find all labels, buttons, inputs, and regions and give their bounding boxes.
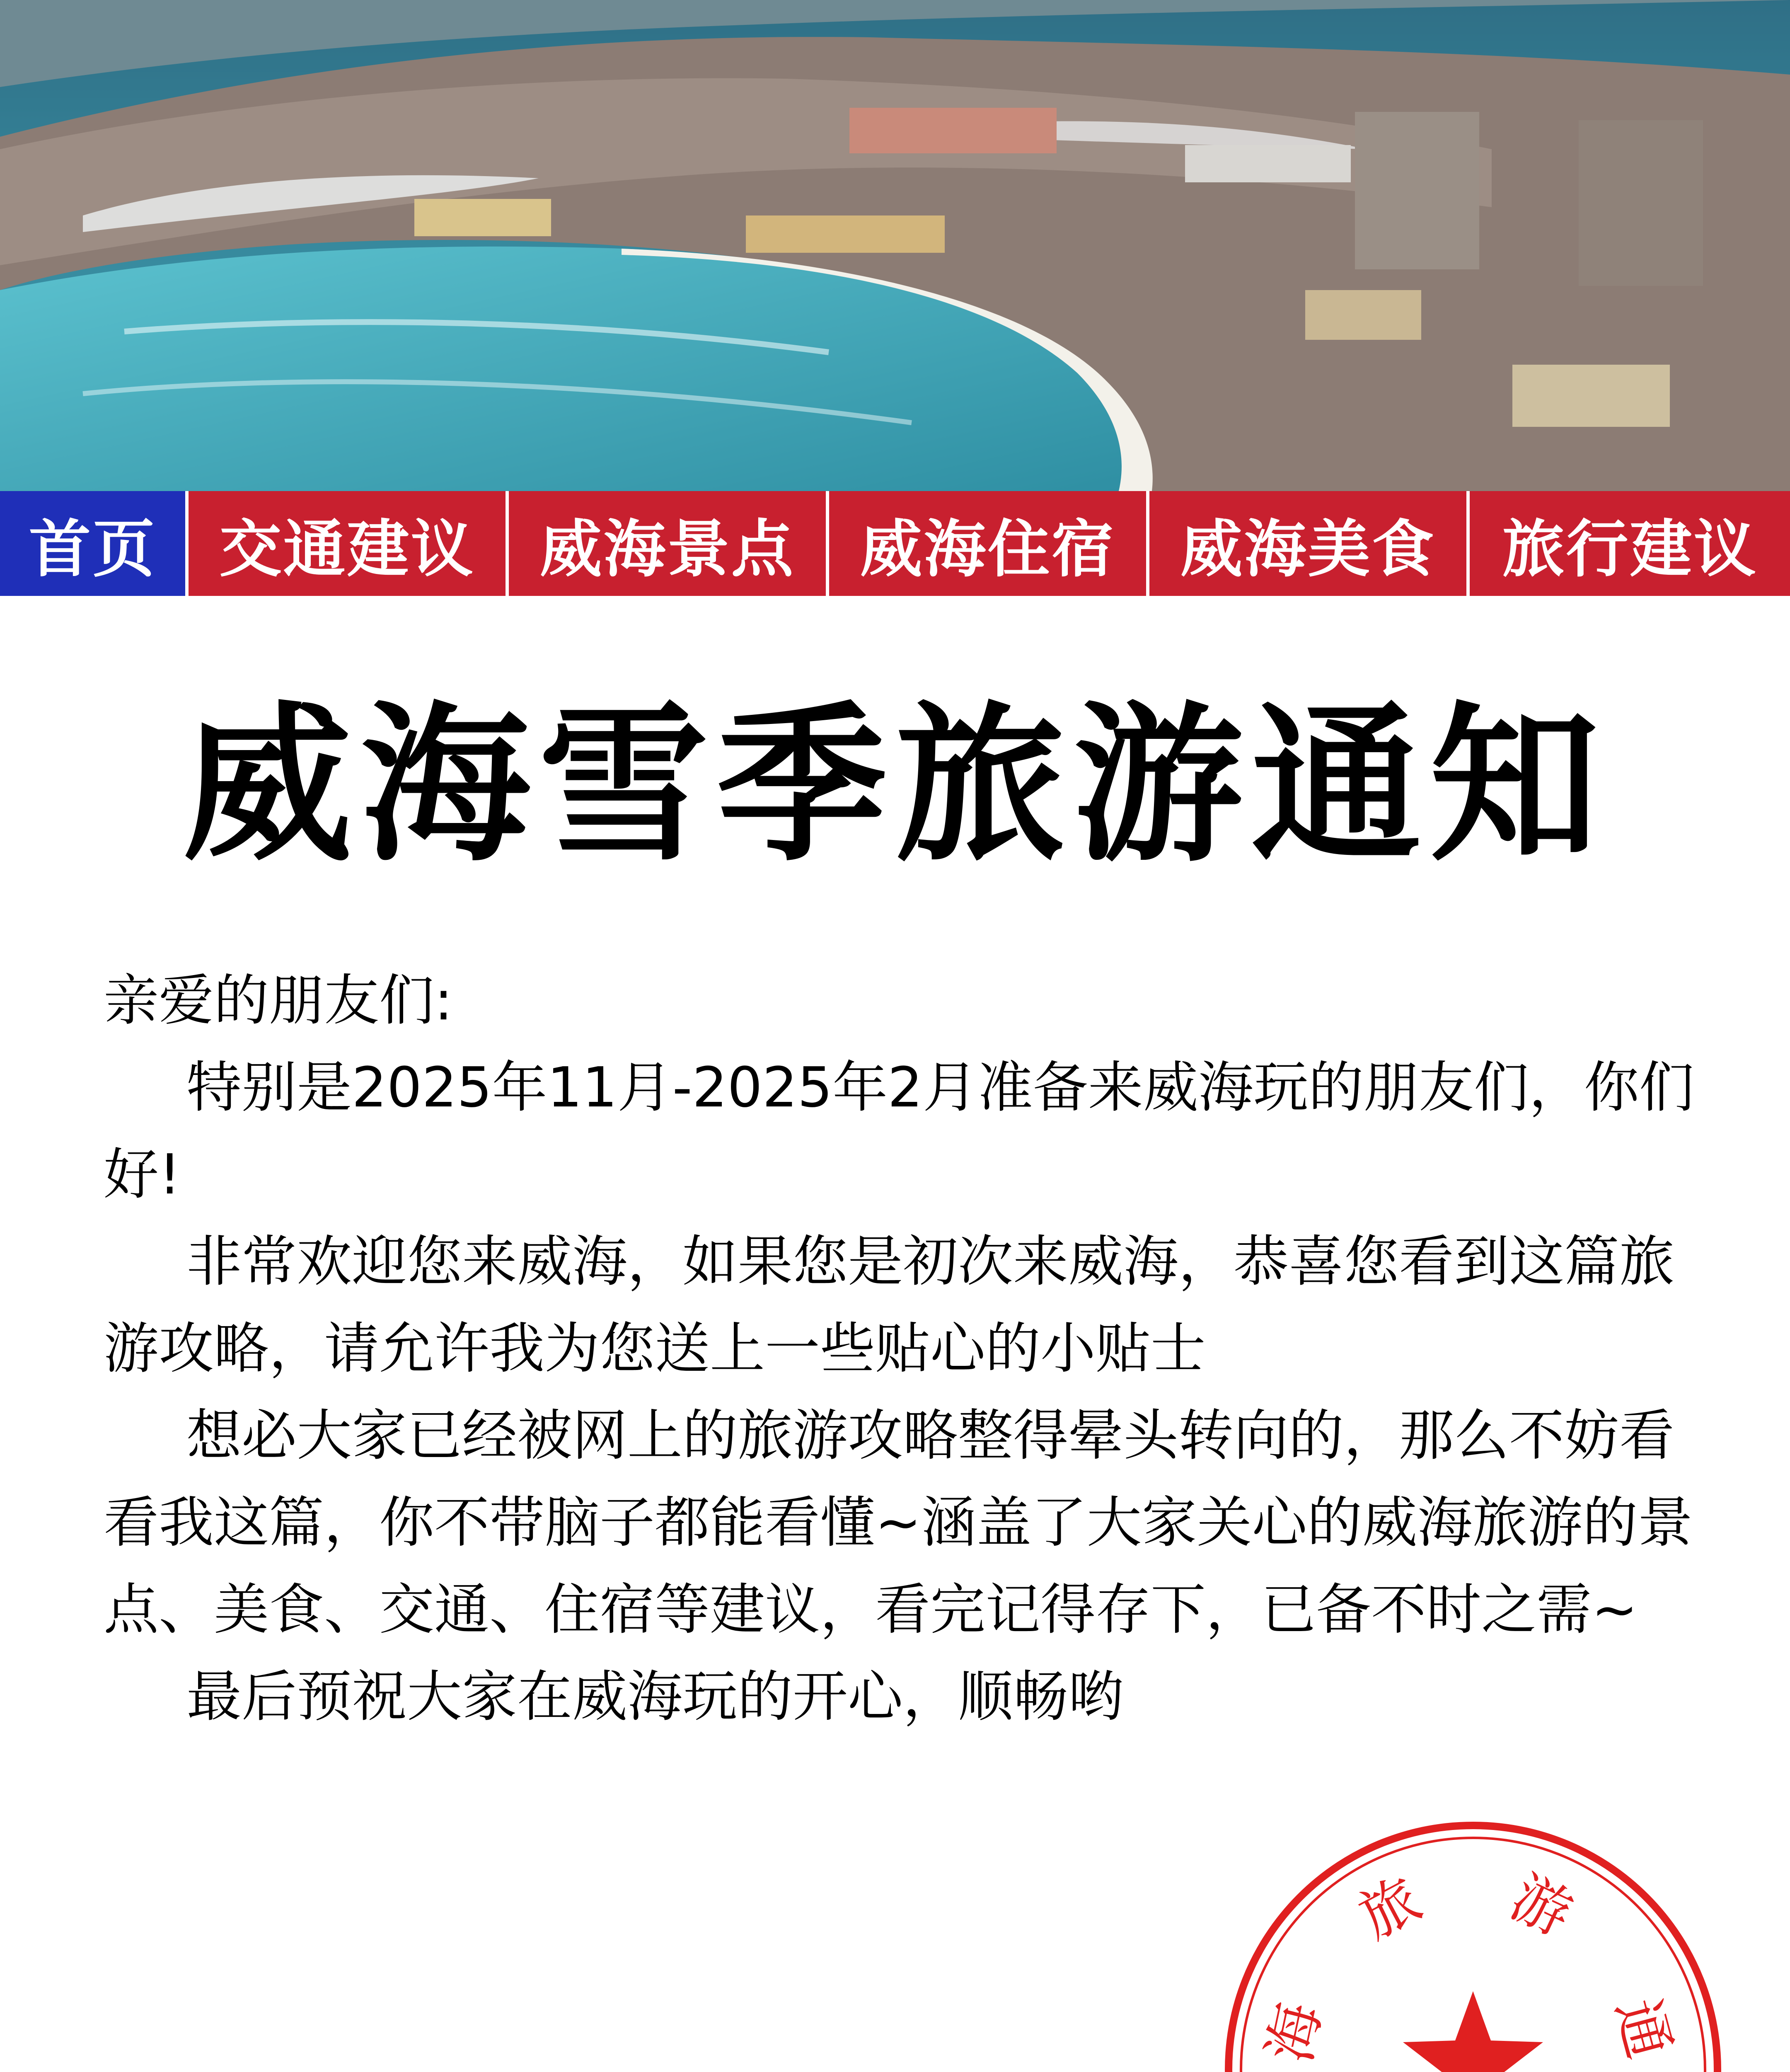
nav-bar	[0, 491, 1790, 596]
hero-image	[0, 0, 1790, 491]
nav-tab-accommodation[interactable]	[829, 491, 1149, 596]
nav-tab-label: 交通建议	[219, 513, 475, 586]
star-icon	[1403, 1991, 1543, 2072]
paragraph: 想必大家已经被网上的旅游攻略整得晕头转向的，那么不妨看看我这篇，你不带脑子都能看懂~涵盖了大家关心的威海旅游的景点、美食、交通、住宿等建议，看完记得存下，已备不时之需~	[104, 1404, 1693, 1642]
nav-tab-food[interactable]	[1149, 491, 1470, 596]
paragraph: 最后预祝大家在威海玩的开心，顺畅哟	[186, 1665, 1123, 1729]
seal-char: 海	[1255, 1997, 1334, 2068]
seal-char: 游	[1501, 1863, 1582, 1949]
nav-tab-attractions[interactable]	[509, 491, 829, 596]
nav-tab-travel-tips[interactable]	[1470, 491, 1790, 596]
article-body	[104, 957, 1707, 1740]
seal-char: 旅	[1348, 1865, 1432, 1952]
seal-char: 通	[1603, 1992, 1683, 2065]
nav-tab-label: 威海美食	[1180, 513, 1436, 586]
greeting: 亲爱的朋友们:	[104, 969, 453, 1033]
nav-tab-home[interactable]	[0, 491, 189, 596]
nav-tab-label: 威海景点	[539, 513, 795, 586]
nav-tab-transport[interactable]	[189, 491, 509, 596]
page-title: 威海雪季旅游通知	[182, 686, 1608, 884]
nav-tab-label: 旅行建议	[1502, 513, 1758, 586]
paragraph: 非常欢迎您来威海，如果您是初次来威海，恭喜您看到这篇旅游攻略，请允许我为您送上一些贴心的小贴士	[104, 1230, 1674, 1381]
seal-stamp	[1218, 1815, 1728, 2072]
paragraph: 特别是2025年11月-2025年2月准备来威海玩的朋友们，你们好!	[104, 1056, 1694, 1207]
nav-tab-label: 威海住宿	[860, 513, 1115, 586]
nav-tab-label: 首页	[29, 513, 157, 586]
